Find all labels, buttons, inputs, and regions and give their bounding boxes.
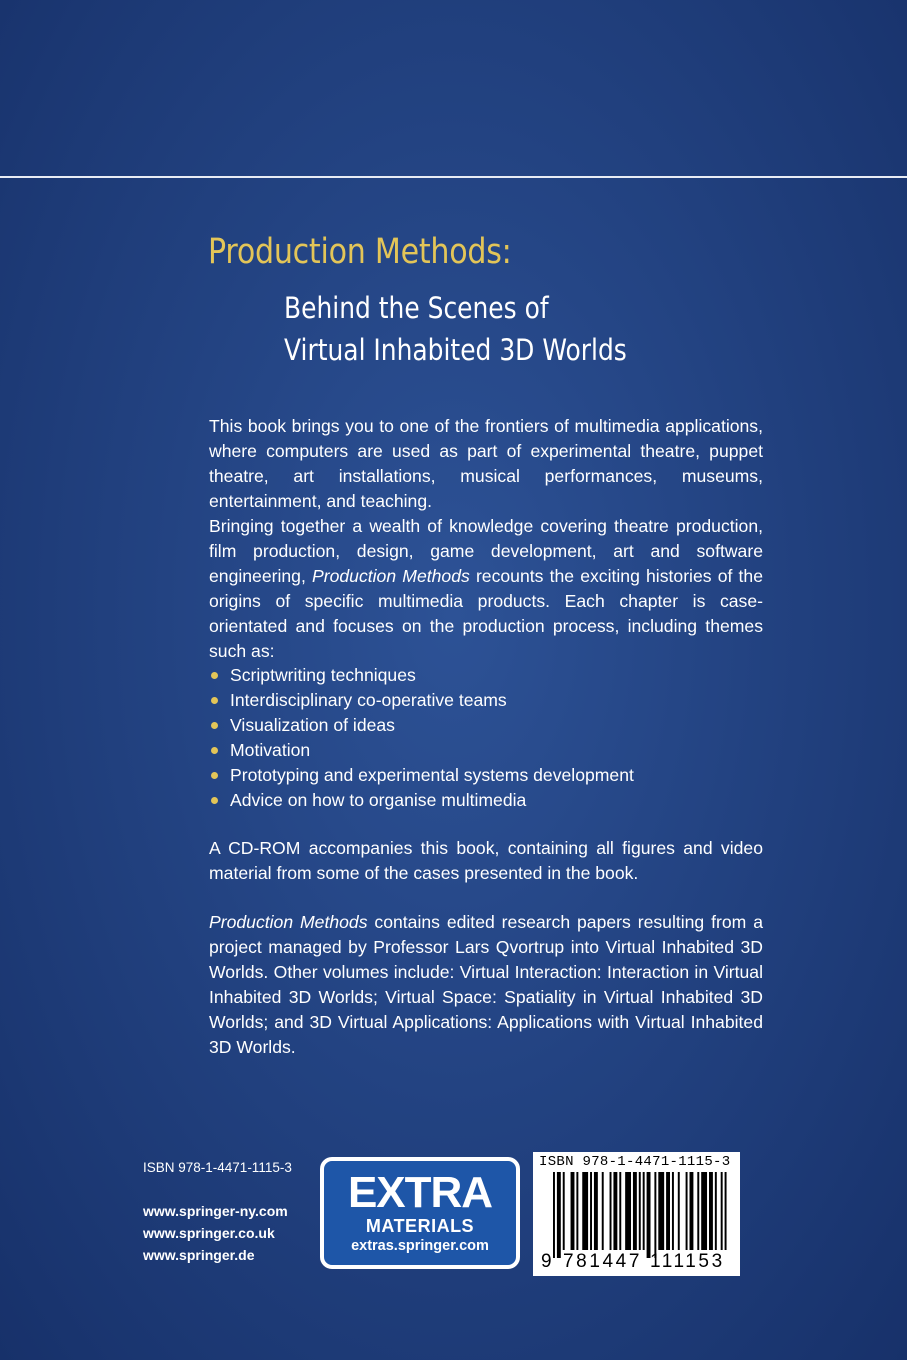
series-paragraph (209, 910, 763, 1060)
barcode-bar (594, 1172, 598, 1250)
barcode-bar (602, 1172, 604, 1250)
list-item-label: Interdisciplinary co-operative teams (230, 690, 507, 710)
book-title: Production Methods: (208, 232, 512, 272)
book-subtitle (284, 287, 627, 371)
list-item-label: Scriptwriting techniques (230, 665, 416, 685)
description-book-name: Production Methods (312, 566, 470, 586)
barcode-bar (654, 1172, 656, 1258)
barcode-bar (590, 1172, 592, 1250)
bullet-icon (211, 772, 218, 779)
barcode-group-2: 111153 (650, 1251, 725, 1272)
barcode-bar (690, 1172, 694, 1250)
list-item-label: Advice on how to organise multimedia (230, 790, 527, 810)
list-item (209, 663, 634, 688)
barcode-bar (582, 1172, 588, 1250)
barcode-bars (533, 1172, 740, 1258)
barcode-bar (619, 1172, 621, 1250)
barcode-bar (639, 1172, 641, 1250)
publisher-urls (143, 1200, 288, 1266)
list-item (209, 713, 634, 738)
barcode-bar (553, 1172, 555, 1258)
list-item-label: Visualization of ideas (230, 715, 395, 735)
barcode-group-1: 781447 (563, 1251, 643, 1272)
barcode-bar (672, 1172, 674, 1250)
intro-paragraph: This book brings you to one of the frontiers of multimedia applications, where computers are used as part of experimental theatre, puppet theatre, art installations, musical performances, museums, entertainment, and teaching. (209, 416, 763, 511)
url-link[interactable]: www.springer.de (143, 1247, 255, 1263)
barcode-isbn-label: ISBN 978-1-4471-1115-3 (539, 1154, 731, 1170)
url-link[interactable]: www.springer.co.uk (143, 1225, 275, 1241)
top-rule (0, 176, 907, 178)
list-item (209, 788, 634, 813)
badge-materials-text: MATERIALS (365, 1216, 475, 1236)
url-link[interactable]: www.springer-ny.com (143, 1203, 288, 1219)
list-item (209, 688, 634, 713)
barcode-bar (610, 1172, 612, 1250)
badge-url-text: extras.springer.com (351, 1238, 489, 1254)
cdrom-paragraph: A CD-ROM accompanies this book, containing all figures and video material from some of the cases presented in the book. (209, 838, 763, 883)
list-item-label: Motivation (230, 740, 311, 760)
badge-extra-text: EXTRA (347, 1168, 493, 1217)
description-text-start: Bringing together a wealth of knowledge covering theatre production, film production, design, game development, art and software engineering, (209, 516, 763, 586)
extra-materials-badge[interactable] (320, 1157, 520, 1269)
barcode-bar (666, 1172, 670, 1250)
barcode-bar (658, 1172, 664, 1250)
barcode-lead-digit: 9 (541, 1251, 555, 1272)
barcode-bar (715, 1172, 717, 1250)
isbn-imprint: ISBN 978-1-4471-1115-3 (143, 1160, 292, 1175)
barcode-bar (678, 1172, 680, 1250)
barcode-bar (697, 1172, 699, 1250)
bullet-icon (211, 722, 218, 729)
series-book-name: Production Methods (209, 912, 368, 932)
barcode-bar (563, 1172, 565, 1250)
bullet-icon (211, 747, 218, 754)
list-item (209, 738, 634, 763)
list-item-label: Prototyping and experimental systems development (230, 765, 634, 785)
description-paragraph (209, 514, 763, 664)
series-text: contains edited research papers resulting from a project managed by Professor Lars Qvortrup into Virtual Inhabited 3D Worlds. Other volumes include: Virtual Interaction: Interaction in Virtual Inhabited 3D Worlds; Virtual Space: Spatiality in Virtual Inhabited 3D Worlds; and 3D Virtual Applications: Applications with Virtual Inhabited 3D Worlds. (209, 912, 763, 1057)
subtitle-line-1: Behind the Scenes of (284, 291, 549, 325)
barcode-bar (633, 1172, 637, 1250)
barcode-bar (643, 1172, 645, 1250)
barcode-bar (557, 1172, 561, 1258)
bullet-icon (211, 697, 218, 704)
barcode-bar (647, 1172, 651, 1258)
barcode-bar (613, 1172, 617, 1250)
bullet-icon (211, 797, 218, 804)
barcode-bar (576, 1172, 578, 1250)
barcode (533, 1152, 740, 1276)
subtitle-line-2: Virtual Inhabited 3D Worlds (284, 333, 627, 367)
list-item (209, 763, 634, 788)
barcode-bar (701, 1172, 707, 1250)
barcode-bar (686, 1172, 688, 1250)
themes-list (209, 663, 634, 813)
barcode-bar (571, 1172, 575, 1250)
barcode-bar (725, 1172, 727, 1250)
description-text-end: recounts the exciting histories of the origins of specific multimedia products. Each chapter is case-orientated and focuses on the production process, including themes such as: (209, 566, 763, 661)
barcode-bar (625, 1172, 631, 1250)
barcode-bar (709, 1172, 713, 1250)
bullet-icon (211, 672, 218, 679)
barcode-bar (721, 1172, 723, 1250)
